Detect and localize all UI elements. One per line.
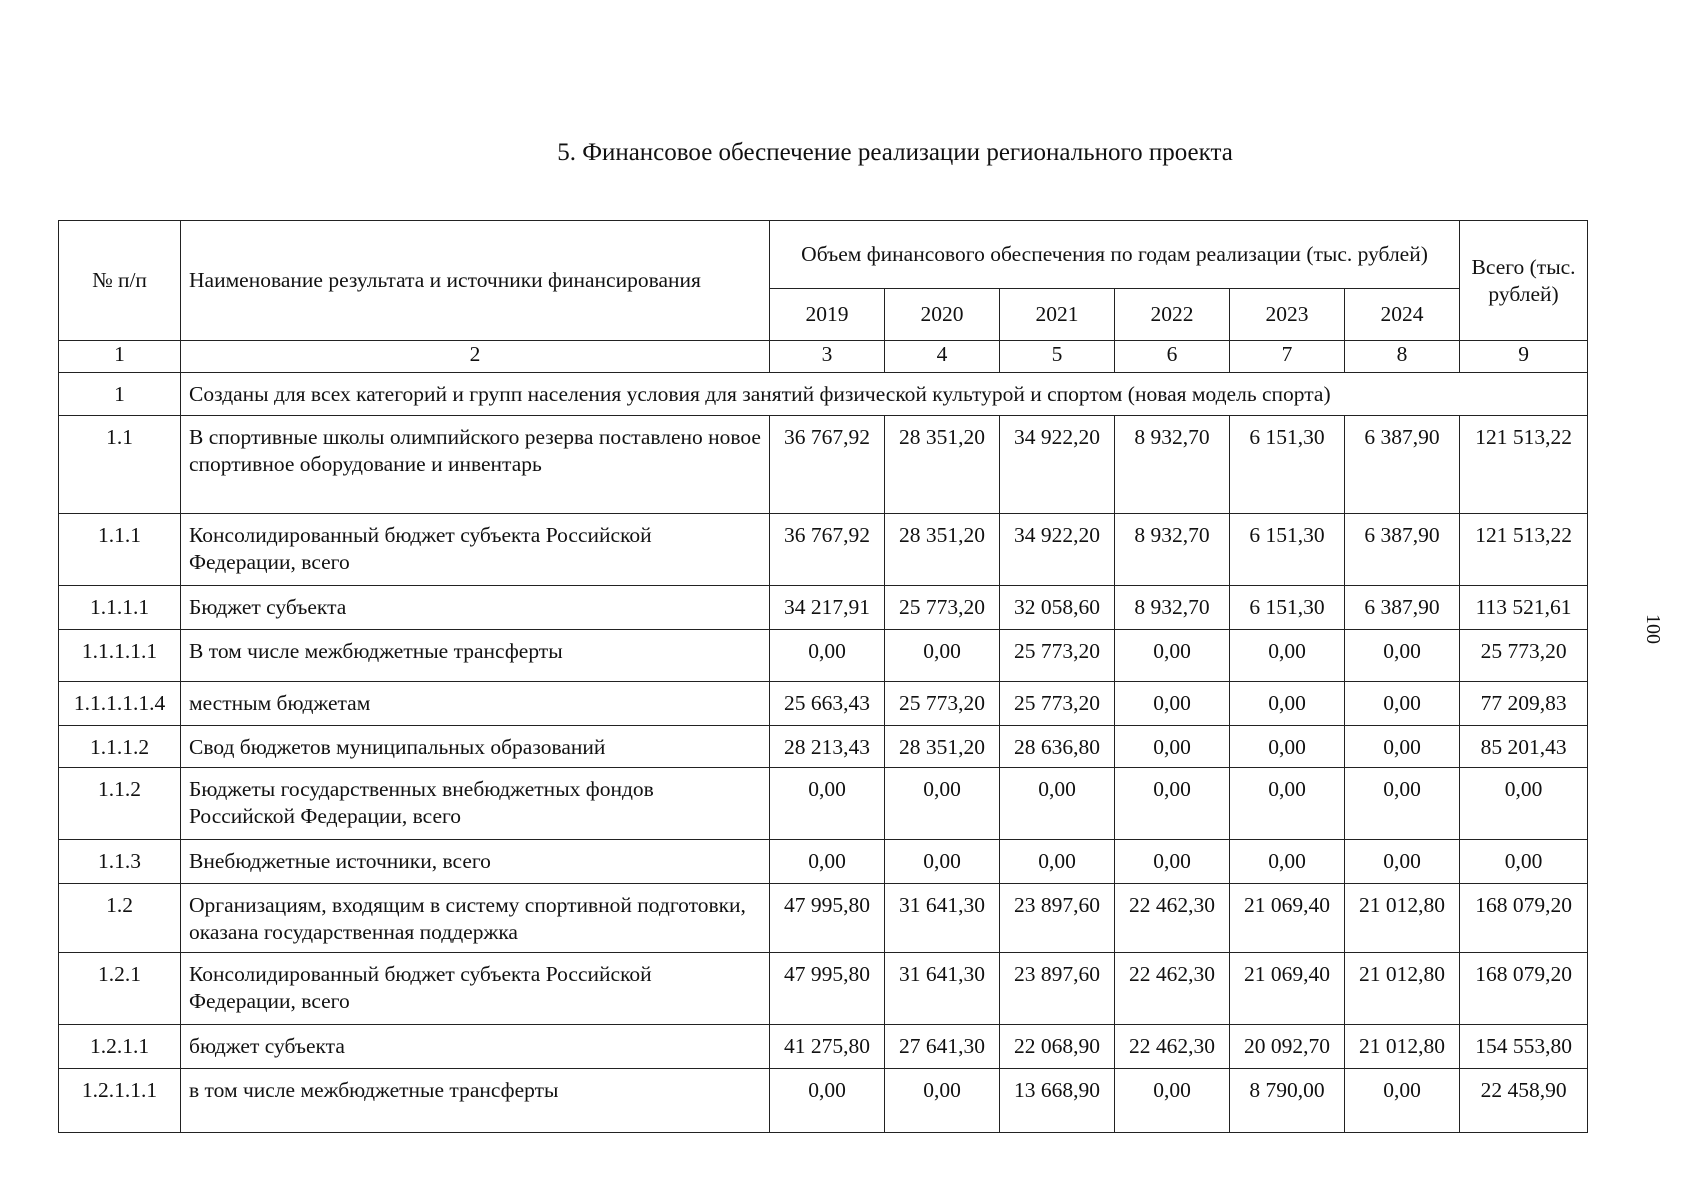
row-num: 1.1.1 [59,514,181,586]
row-value-2021: 34 922,20 [1000,514,1115,586]
row-value-2021: 13 668,90 [1000,1069,1115,1133]
row-num: 1.1.3 [59,840,181,884]
row-value-2021: 25 773,20 [1000,630,1115,682]
row-value-2022: 0,00 [1115,840,1230,884]
row-value-2022: 22 462,30 [1115,953,1230,1025]
row-value-2019: 47 995,80 [770,884,885,953]
table-row [59,953,1588,1025]
row-value-2022: 22 462,30 [1115,884,1230,953]
table-row [59,1025,1588,1069]
page-number: 100 [1642,614,1664,644]
column-number: 1 [59,341,181,373]
column-number: 4 [885,341,1000,373]
row-value-2021: 22 068,90 [1000,1025,1115,1069]
row-num: 1.1.1.1 [59,586,181,630]
row-total: 154 553,80 [1460,1025,1588,1069]
row-value-2021: 0,00 [1000,768,1115,840]
row-value-2024: 0,00 [1345,726,1460,768]
row-name: в том числе межбюджетные трансферты [181,1069,770,1133]
row-value-2023: 8 790,00 [1230,1069,1345,1133]
row-value-2019: 0,00 [770,630,885,682]
header-year: 2021 [1000,289,1115,341]
header-num: № п/п [59,221,181,341]
row-total: 77 209,83 [1460,682,1588,726]
row-value-2020: 25 773,20 [885,682,1000,726]
header-year: 2024 [1345,289,1460,341]
row-value-2021: 28 636,80 [1000,726,1115,768]
row-value-2019: 36 767,92 [770,514,885,586]
row-total: 25 773,20 [1460,630,1588,682]
row-name: Бюджет субъекта [181,586,770,630]
row-num: 1.1.1.2 [59,726,181,768]
table-row [59,1069,1588,1133]
table-row [59,416,1588,514]
header-total: Всего (тыс. рублей) [1460,221,1588,341]
row-value-2023: 0,00 [1230,840,1345,884]
section-title: Созданы для всех категорий и групп населения условия для занятий физической культурой и спортом (новая модель спорта) [181,373,1588,416]
row-value-2023: 6 151,30 [1230,586,1345,630]
column-number: 6 [1115,341,1230,373]
row-value-2023: 6 151,30 [1230,514,1345,586]
row-name: В спортивные школы олимпийского резерва поставлено новое спортивное оборудование и инвентарь [181,416,770,514]
row-total: 121 513,22 [1460,514,1588,586]
row-value-2024: 0,00 [1345,840,1460,884]
row-value-2020: 28 351,20 [885,514,1000,586]
row-value-2019: 0,00 [770,1069,885,1133]
row-num: 1.1.2 [59,768,181,840]
row-value-2024: 21 012,80 [1345,884,1460,953]
header-year: 2022 [1115,289,1230,341]
row-value-2022: 8 932,70 [1115,416,1230,514]
row-num: 1.2.1.1 [59,1025,181,1069]
row-value-2019: 0,00 [770,768,885,840]
row-value-2021: 25 773,20 [1000,682,1115,726]
row-value-2019: 28 213,43 [770,726,885,768]
header-name: Наименование результата и источники финансирования [181,221,770,341]
row-value-2021: 0,00 [1000,840,1115,884]
row-value-2024: 21 012,80 [1345,1025,1460,1069]
row-name: Консолидированный бюджет субъекта Российской Федерации, всего [181,953,770,1025]
row-value-2022: 0,00 [1115,1069,1230,1133]
row-value-2019: 36 767,92 [770,416,885,514]
table-row [59,726,1588,768]
row-value-2023: 6 151,30 [1230,416,1345,514]
row-value-2020: 31 641,30 [885,953,1000,1025]
row-value-2020: 0,00 [885,840,1000,884]
row-num: 1.2.1.1.1 [59,1069,181,1133]
column-number: 5 [1000,341,1115,373]
row-name: Свод бюджетов муниципальных образований [181,726,770,768]
row-total: 121 513,22 [1460,416,1588,514]
row-value-2021: 32 058,60 [1000,586,1115,630]
section-num: 1 [59,373,181,416]
column-number: 8 [1345,341,1460,373]
row-total: 168 079,20 [1460,884,1588,953]
header-year: 2019 [770,289,885,341]
table-row [59,630,1588,682]
column-number: 2 [181,341,770,373]
row-total: 0,00 [1460,840,1588,884]
row-total: 85 201,43 [1460,726,1588,768]
financing-table [58,220,1588,1133]
row-value-2019: 47 995,80 [770,953,885,1025]
row-value-2019: 34 217,91 [770,586,885,630]
row-value-2020: 28 351,20 [885,416,1000,514]
row-value-2023: 0,00 [1230,630,1345,682]
row-name: Организациям, входящим в систему спортивной подготовки, оказана государственная поддержка [181,884,770,953]
row-value-2022: 22 462,30 [1115,1025,1230,1069]
row-value-2021: 23 897,60 [1000,953,1115,1025]
row-value-2020: 25 773,20 [885,586,1000,630]
column-numbers-row [59,341,1588,373]
column-number: 9 [1460,341,1588,373]
row-value-2023: 21 069,40 [1230,953,1345,1025]
row-value-2024: 6 387,90 [1345,416,1460,514]
row-value-2022: 8 932,70 [1115,586,1230,630]
row-value-2024: 0,00 [1345,682,1460,726]
table-row [59,586,1588,630]
row-value-2022: 0,00 [1115,726,1230,768]
header-year: 2023 [1230,289,1345,341]
row-num: 1.1 [59,416,181,514]
table-row [59,514,1588,586]
header-year: 2020 [885,289,1000,341]
row-value-2022: 0,00 [1115,768,1230,840]
row-value-2022: 0,00 [1115,630,1230,682]
row-value-2023: 0,00 [1230,682,1345,726]
row-total: 113 521,61 [1460,586,1588,630]
row-name: бюджет субъекта [181,1025,770,1069]
row-name: Консолидированный бюджет субъекта Российской Федерации, всего [181,514,770,586]
row-value-2020: 27 641,30 [885,1025,1000,1069]
row-total: 0,00 [1460,768,1588,840]
row-name: Внебюджетные источники, всего [181,840,770,884]
row-value-2020: 0,00 [885,1069,1000,1133]
row-value-2023: 0,00 [1230,726,1345,768]
row-value-2024: 0,00 [1345,1069,1460,1133]
row-total: 22 458,90 [1460,1069,1588,1133]
row-value-2019: 25 663,43 [770,682,885,726]
column-number: 7 [1230,341,1345,373]
row-value-2023: 21 069,40 [1230,884,1345,953]
row-value-2019: 0,00 [770,840,885,884]
row-value-2020: 31 641,30 [885,884,1000,953]
row-num: 1.1.1.1.1.4 [59,682,181,726]
row-num: 1.1.1.1.1 [59,630,181,682]
row-value-2024: 0,00 [1345,630,1460,682]
row-value-2019: 41 275,80 [770,1025,885,1069]
row-num: 1.2 [59,884,181,953]
row-value-2020: 0,00 [885,768,1000,840]
row-value-2021: 34 922,20 [1000,416,1115,514]
table-row [59,884,1588,953]
row-value-2020: 0,00 [885,630,1000,682]
row-value-2024: 6 387,90 [1345,586,1460,630]
column-number: 3 [770,341,885,373]
row-name: местным бюджетам [181,682,770,726]
section-row [59,373,1588,416]
row-value-2021: 23 897,60 [1000,884,1115,953]
page-title: 5. Финансовое обеспечение реализации регионального проекта [557,139,1233,166]
row-value-2020: 28 351,20 [885,726,1000,768]
row-num: 1.2.1 [59,953,181,1025]
row-value-2024: 21 012,80 [1345,953,1460,1025]
table-row [59,768,1588,840]
table-row [59,840,1588,884]
row-value-2024: 0,00 [1345,768,1460,840]
row-value-2023: 0,00 [1230,768,1345,840]
table-row [59,682,1588,726]
header-volume: Объем финансового обеспечения по годам реализации (тыс. рублей) [770,221,1460,289]
row-value-2022: 8 932,70 [1115,514,1230,586]
row-name: Бюджеты государственных внебюджетных фондов Российской Федерации, всего [181,768,770,840]
row-name: В том числе межбюджетные трансферты [181,630,770,682]
row-value-2023: 20 092,70 [1230,1025,1345,1069]
row-value-2024: 6 387,90 [1345,514,1460,586]
row-total: 168 079,20 [1460,953,1588,1025]
row-value-2022: 0,00 [1115,682,1230,726]
